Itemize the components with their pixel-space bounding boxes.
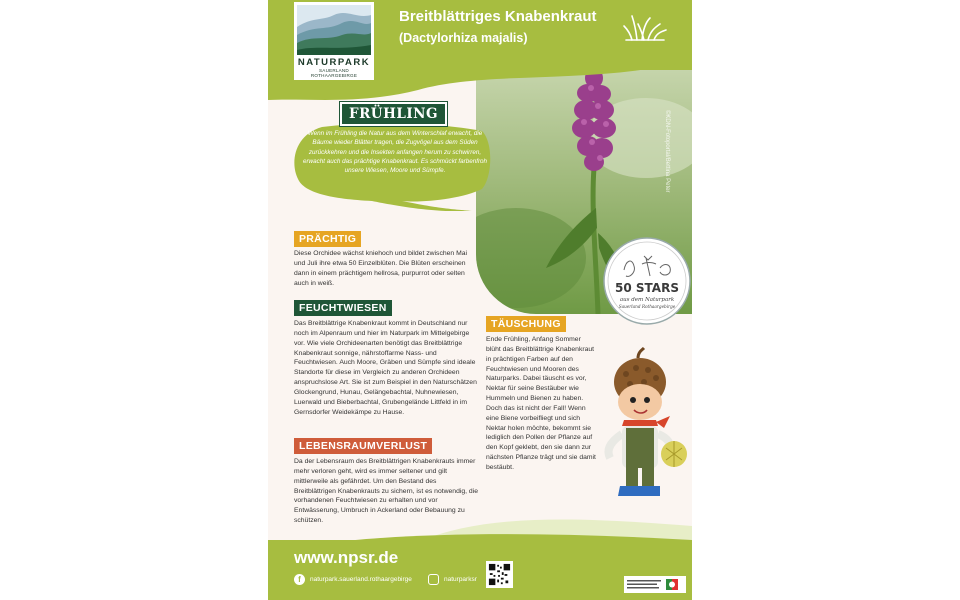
spring-text: Wenn im Frühling die Natur aus dem Winterschlaf erwacht, die Bäume wieder Blätter tragen, die Zugvögel aus dem Süden zurückkehren und die Insekten anfangen herum zu schwirren, erwacht auch das prächtige Knabenkraut. Es schmückt farbenfroh unsere Wiesen, Moore und Sümpfe.: [302, 130, 488, 175]
grass-icon: [622, 12, 668, 42]
photo-credit: ©KDN-Fotoportal/Bettina Peter: [664, 110, 670, 193]
tag-feuchtwiesen: FEUCHTWIESEN: [294, 300, 392, 316]
naturpark-logo[interactable]: [294, 2, 374, 80]
ministry-logo: [624, 576, 686, 593]
badge-line1: aus dem Naturpark: [619, 297, 675, 303]
tag-taeuschung: TÄUSCHUNG: [486, 316, 566, 332]
logo-sub: SAUERLAND ROTHAARGEBIRGE: [310, 68, 358, 78]
facebook-handle: naturpark.sauerland.rothaargebirge: [310, 576, 412, 583]
poster: [268, 0, 692, 600]
instagram-link[interactable]: [428, 574, 477, 585]
facebook-icon: f: [294, 574, 305, 585]
acorn-mascot: [596, 344, 692, 502]
feuchtwiesen-text: Das Breitblättrige Knabenkraut kommt in Deutschland nur noch im Alpenraum und hier im Naturpark im Mittelgebirge vor. Wie viele Orchideenarten benötigt das Breitblättrige Knabenkraut sonnige, nährstoffarme Nass- und Feuchtwiesen. Auch Moore, Gräben und Sümpfe sind ideale Standorte für diese im Vergleich zu anderen Orchideen anspruchslose Art. Sie ist zum Beispiel in den Naturschätzen Glockengrund, Hunau, Gelängebachtal, Nuhnewiesen, Luerwald und Bieberbachtal, Grubengelände Littfeld in im Gernsdorfer Weidekämpe zu Hause.: [294, 320, 477, 416]
badge-line2: Sauerland Rothaargebirge: [618, 304, 676, 309]
qr-code[interactable]: [486, 561, 513, 588]
instagram-icon: [428, 574, 439, 585]
fifty-stars-badge: [602, 236, 692, 326]
page-title: Breitblättriges Knabenkraut: [399, 8, 597, 25]
tag-fruehling: FRÜHLING: [340, 102, 447, 126]
praechtig-text: Diese Orchidee wächst kniehoch und bildet zwischen Mai und Juli ihre etwa 50 Einzelblüten. Die Blüten erscheinen dann in einem prächtigem hellrosa, purpurrot oder selten auch in weiß.: [294, 250, 468, 287]
website-link[interactable]: www.npsr.de: [294, 548, 399, 567]
page-subtitle: (Dactylorhiza majalis): [399, 31, 528, 45]
logo-name: NATURPARK: [297, 57, 371, 68]
badge-title: 50 STARS: [615, 281, 679, 295]
tag-lebensraumverlust: LEBENSRAUMVERLUST: [294, 438, 432, 454]
taeuschung-text: Ende Frühling, Anfang Sommer blüht das Breitblättrige Knabenkraut in prächtigen Farben auf den Feuchtwiesen und Mooren des Naturparks. Dabei täuscht es vor, Nektar für seine Bestäuber wie Hummeln und Bienen zu haben. Doch das ist nicht der Fall! Wenn eine Biene vorbeifliegt und sich Nektar holen möchte, bekommt sie lediglich den Pollen der Pflanze auf den Kopf geklebt, den sie dann zur nächsten Pflanze trägt und sie damit bestäubt.: [486, 336, 596, 471]
instagram-handle: naturparksr: [444, 576, 477, 583]
lebensraumverlust-text: Da der Lebensraum des Breitblättrigen Knabenkrauts immer mehr verloren geht, wird es immer seltener und gilt mittlerweile als gefährdet. Um den Bestand des Breitblättrigen Knabenkrauts zu sichern, ist es notwendig, die vorhandenen Feuchtwiesen zu erhalten und vor Entwässerung, Umbruch in Ackerland oder Bebauung zu schützen.: [294, 458, 478, 525]
mountains-icon: [297, 5, 371, 55]
tag-praechtig: PRÄCHTIG: [294, 231, 361, 247]
facebook-link[interactable]: [294, 574, 412, 585]
